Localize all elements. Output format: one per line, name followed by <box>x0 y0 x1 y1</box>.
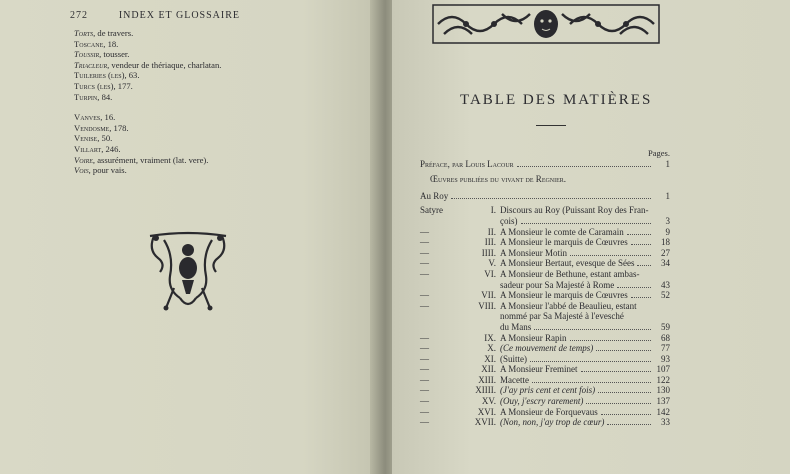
glossary-definition: , vendeur de thériaque, charlatan. <box>107 59 222 70</box>
glossary-entry <box>74 39 221 50</box>
toc-prefix: — <box>420 396 429 407</box>
toc-prefix: — <box>420 406 429 417</box>
glossary-definition: , 246. <box>101 143 121 154</box>
toc-section-heading: Œuvres publiées du vivant de Regnier. <box>430 174 567 185</box>
toc-roman-numeral: XV. <box>481 396 496 407</box>
dot-leader <box>586 403 651 404</box>
toc-row <box>420 375 670 386</box>
toc-row <box>420 333 670 344</box>
toc-entry-label: A Monsieur Freminet <box>500 364 578 375</box>
toc-row-continuation <box>420 322 670 333</box>
toc-prefix: — <box>420 258 429 269</box>
toc-row-au-roy <box>420 191 670 202</box>
toc-row <box>420 364 670 375</box>
toc-roman-numeral: VII. <box>481 290 496 301</box>
glossary-definition: , pour vais. <box>88 165 127 176</box>
glossary-definition: , 84. <box>97 91 113 102</box>
toc-prefix: Satyre <box>420 205 443 216</box>
glossary-definition: , 178. <box>109 122 129 133</box>
toc-roman-numeral: V. <box>488 258 496 269</box>
dot-leader <box>570 255 651 256</box>
glossary-definition: , 16. <box>100 112 116 123</box>
toc-page-number: 93 <box>661 353 670 364</box>
dot-leader <box>570 340 652 341</box>
toc-roman-numeral: XIII. <box>478 374 496 385</box>
toc-row <box>420 248 670 259</box>
toc-entry-label: A Monsieur le comte de Caramain <box>500 226 624 237</box>
glossary-term: Tuileries (les) <box>74 70 125 81</box>
toc-roman-numeral: I. <box>490 205 496 216</box>
dot-leader <box>596 350 651 351</box>
dot-leader <box>637 265 651 266</box>
toc-page-number: 122 <box>656 374 670 385</box>
toc-entry-label: du Mans <box>500 321 532 332</box>
glossary-entry <box>74 144 221 155</box>
toc-row-continuation <box>420 311 670 322</box>
dot-leader <box>521 223 652 224</box>
glossary-term: Turpin <box>74 91 98 102</box>
dot-leader <box>530 361 651 362</box>
toc-entry-label: A Monsieur l'abbé de Beaulieu, estant <box>500 300 637 311</box>
toc-entry-label: Discours au Roy (Puissant Roy des Fran- <box>500 205 649 216</box>
toc-prefix: — <box>420 226 429 237</box>
toc-row <box>420 301 670 312</box>
toc-entry-label: A Monsieur Bertaut, evesque de Sées <box>500 258 635 269</box>
toc-page-number: 130 <box>656 385 670 396</box>
toc-roman-numeral: XIIII. <box>475 385 496 396</box>
dot-leader <box>451 198 651 199</box>
toc-prefix: — <box>420 268 429 279</box>
toc-page-number: 3 <box>665 215 670 226</box>
toc-roman-numeral: II. <box>487 226 496 237</box>
toc-entry-label: A Monsieur Rapin <box>500 332 567 343</box>
toc-row <box>420 385 670 396</box>
toc-prefix: — <box>420 385 429 396</box>
toc-entry-label: (Ce mouvement de temps) <box>500 343 594 354</box>
glossary-entry <box>74 92 221 103</box>
toc-roman-numeral: IX. <box>484 332 496 343</box>
toc-page-number: 34 <box>661 258 670 269</box>
glossary-entry <box>74 60 221 71</box>
toc-entry-label: Au Roy <box>420 190 449 201</box>
fleuron-ornament-icon <box>144 228 232 312</box>
toc-page-number: 9 <box>665 226 670 237</box>
toc-row <box>420 227 670 238</box>
dot-leader <box>601 414 651 415</box>
toc-prefix: — <box>420 247 429 258</box>
glossary-term: Vois <box>74 165 89 176</box>
toc-prefix: — <box>420 343 429 354</box>
glossary-entry <box>74 112 221 123</box>
glossary-definition: , 177. <box>113 80 133 91</box>
toc-page-number: 107 <box>656 364 670 375</box>
toc-entry-label: nommé par Sa Majesté à l'evesché <box>500 311 624 322</box>
toc-row <box>420 407 670 418</box>
toc-prefix: — <box>420 374 429 385</box>
dot-leader <box>627 234 651 235</box>
toc-page-number: 1 <box>665 190 670 201</box>
toc-page-number: 52 <box>661 290 670 301</box>
glossary-gap <box>74 102 221 112</box>
pages-column-label: Pages. <box>648 148 670 158</box>
toc-entry-label: (Ouy, j'escry rarement) <box>500 396 584 407</box>
toc-page-number: 43 <box>661 279 670 290</box>
glossary-definition: , 18. <box>103 38 119 49</box>
glossary-term: Torts <box>74 28 94 38</box>
title-rule <box>536 125 566 126</box>
toc-row <box>420 354 670 365</box>
toc-roman-numeral: VI. <box>484 268 496 279</box>
glossary-entry <box>74 155 221 166</box>
glossary-definition: , assurément, vraiment (lat. vere). <box>92 154 209 165</box>
toc-row <box>420 343 670 354</box>
toc-prefix: — <box>420 353 429 364</box>
toc-page-number: 137 <box>656 396 670 407</box>
toc-roman-numeral: X. <box>487 343 496 354</box>
glossary-term: Voire <box>74 154 93 165</box>
glossary-definition: , 50. <box>97 133 113 144</box>
glossary-term: Turcs (les) <box>74 80 114 91</box>
toc-entry-label: Macette <box>500 374 529 385</box>
glossary-entry <box>74 49 221 60</box>
toc-page-number: 142 <box>656 406 670 417</box>
dot-leader <box>617 287 651 288</box>
toc-entry-label: (J'ay pris cent et cent fois) <box>500 385 596 396</box>
glossary-entry <box>74 165 221 176</box>
toc-entry-label: A Monsieur de Bethune, estant ambas- <box>500 268 640 279</box>
toc-roman-numeral: III. <box>484 237 496 248</box>
dot-leader <box>607 424 651 425</box>
toc-page-number: 27 <box>661 247 670 258</box>
glossary-definition: , 63. <box>124 70 140 81</box>
toc-row-preface <box>420 159 670 170</box>
toc-roman-numeral: XVI. <box>477 406 496 417</box>
glossary-term: Vendosme <box>74 122 110 133</box>
dot-leader <box>598 392 651 393</box>
dot-leader <box>581 371 652 372</box>
toc-page-number: 68 <box>661 332 670 343</box>
glossary-definition: , de travers. <box>93 28 134 38</box>
glossary-term: Toussir <box>74 49 100 60</box>
glossary-entry <box>74 28 221 39</box>
glossary-term: Triacleur <box>74 59 108 70</box>
toc-entry-label: çois) <box>500 215 518 226</box>
toc-page-number: 33 <box>661 417 670 428</box>
toc-roman-numeral: IIII. <box>481 247 496 258</box>
dot-leader <box>631 244 651 245</box>
toc-roman-numeral: XVII. <box>474 417 496 428</box>
dot-leader <box>631 297 651 298</box>
toc-row-continuation <box>420 280 670 291</box>
dot-leader <box>517 166 651 167</box>
toc-row <box>420 290 670 301</box>
glossary-entry <box>74 81 221 92</box>
toc-entry-label: A Monsieur le marquis de Cœuvres <box>500 237 628 248</box>
page-number: 272 <box>70 10 88 21</box>
toc-entry-label: A Monsieur le marquis de Cœuvres <box>500 290 628 301</box>
table-of-contents <box>420 148 670 428</box>
glossary-term: Toscane <box>74 38 104 49</box>
toc-row <box>420 269 670 280</box>
glossary-list <box>74 28 221 176</box>
toc-prefix: — <box>420 332 429 343</box>
toc-entry-label: (Non, non, j'ay trop de cœur) <box>500 417 605 428</box>
toc-page-number: 1 <box>665 158 670 169</box>
running-head <box>70 10 360 21</box>
toc-row <box>420 205 670 216</box>
toc-page-number: 18 <box>661 237 670 248</box>
glossary-definition: , tousser. <box>99 49 130 60</box>
toc-page-number: 77 <box>661 343 670 354</box>
glossary-entry <box>74 123 221 134</box>
toc-row-continuation <box>420 216 670 227</box>
toc-entry-label: A Monsieur Motin <box>500 247 568 258</box>
toc-roman-numeral: XI. <box>484 353 496 364</box>
glossary-term: Venise <box>74 133 98 144</box>
toc-entry-label: A Monsieur de Forquevaus <box>500 406 598 417</box>
glossary-entry <box>74 133 221 144</box>
toc-row <box>420 258 670 269</box>
satyre-list <box>420 205 670 427</box>
glossary-term: Vanves <box>74 112 101 123</box>
toc-row <box>420 396 670 407</box>
toc-page-number: 59 <box>661 321 670 332</box>
toc-entry-label: (Suitte) <box>500 353 527 364</box>
dot-leader <box>534 329 651 330</box>
toc-entry-label: sadeur pour Sa Majesté à Rome <box>500 279 615 290</box>
glossary-entry <box>74 70 221 81</box>
toc-entry-label: Préface, par Louis Lacour <box>420 158 514 169</box>
glossary-term: Villart <box>74 143 102 154</box>
toc-prefix: — <box>420 300 429 311</box>
running-head-title: INDEX ET GLOSSAIRE <box>118 10 240 21</box>
toc-roman-numeral: XII. <box>481 364 496 375</box>
toc-row <box>420 417 670 428</box>
headband-ornament-icon <box>432 4 660 44</box>
dot-leader <box>532 382 651 383</box>
toc-prefix: — <box>420 364 429 375</box>
toc-prefix: — <box>420 237 429 248</box>
toc-row <box>420 237 670 248</box>
toc-roman-numeral: VIII. <box>478 300 496 311</box>
toc-prefix: — <box>420 290 429 301</box>
toc-prefix: — <box>420 417 429 428</box>
